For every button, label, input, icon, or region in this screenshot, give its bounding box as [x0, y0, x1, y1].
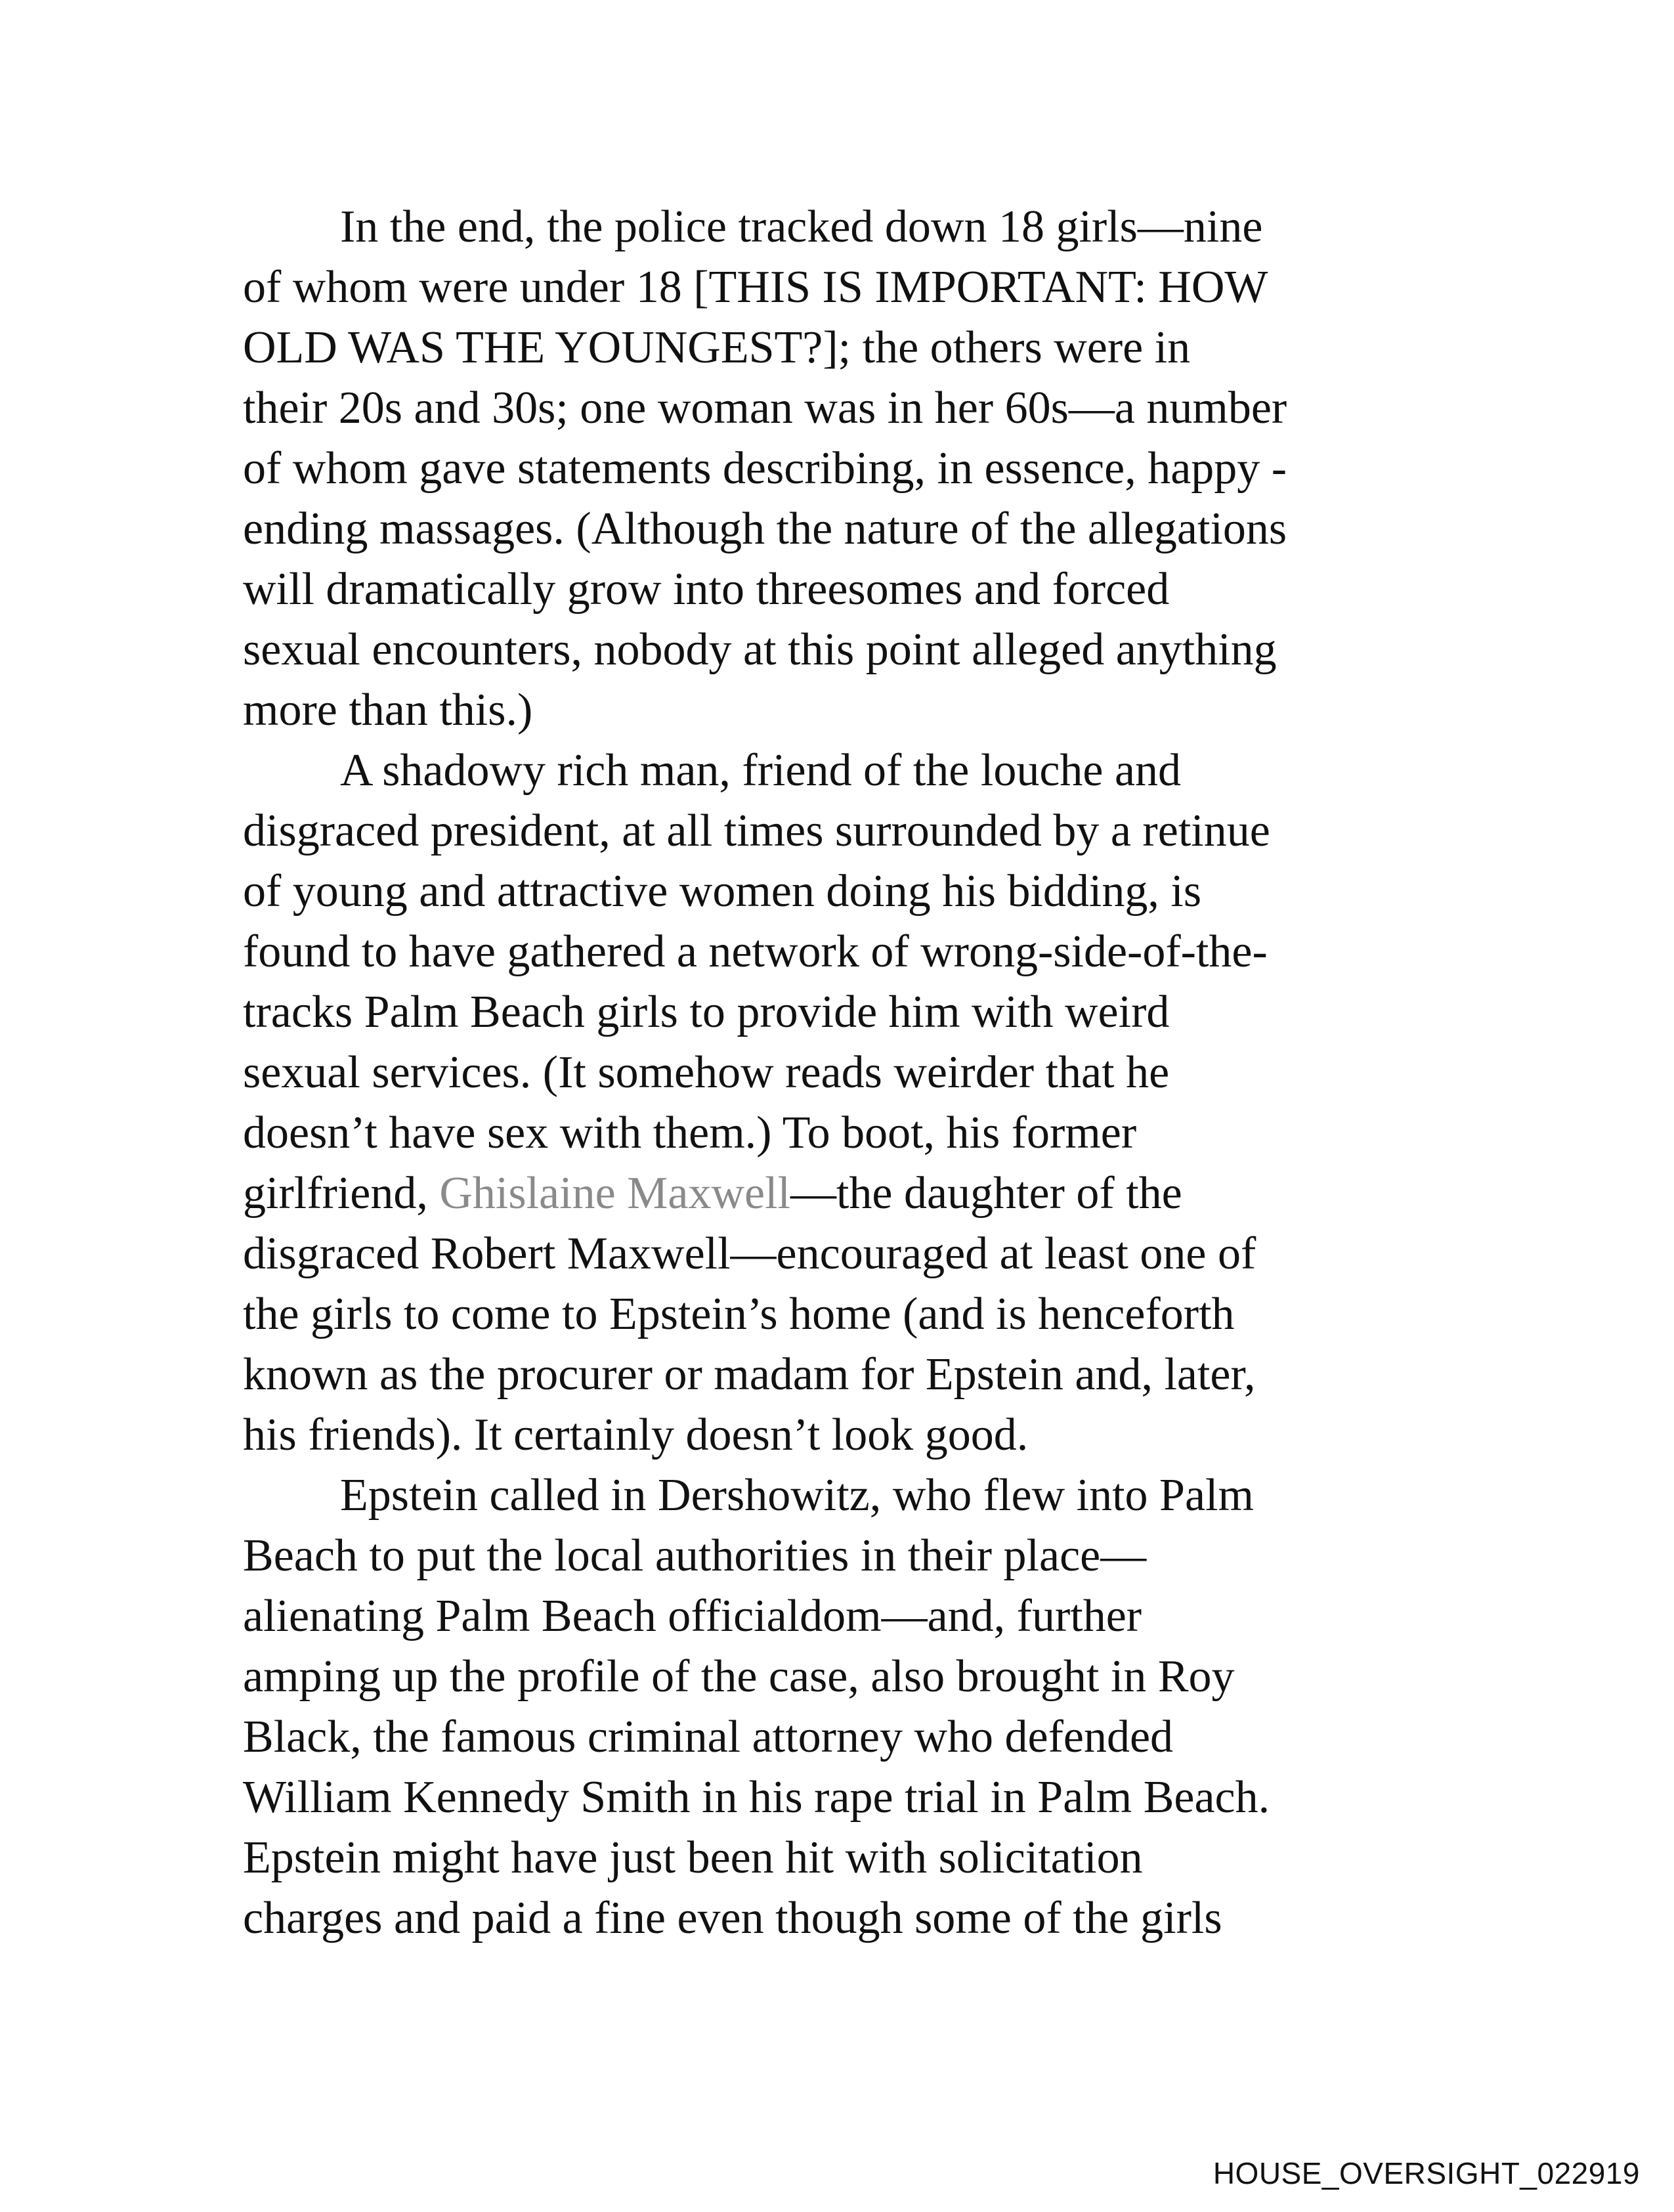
text-line: Black, the famous criminal attorney who defended [243, 1712, 1174, 1762]
text-line: tracks Palm Beach girls to provide him with weird [243, 987, 1170, 1037]
text-line: disgraced Robert Maxwell—encouraged at least one of [243, 1228, 1256, 1279]
text-line-with-link [243, 1163, 1431, 1224]
text-line: his friends). It certainly doesn’t look good. [243, 1410, 1029, 1460]
text-line: amping up the profile of the case, also brought in Roy [243, 1651, 1235, 1702]
text-line: Epstein called in Dershowitz, who flew into Palm [340, 1470, 1254, 1521]
text-line: found to have gathered a network of wrong-side-of-the- [243, 926, 1268, 977]
paragraph-1 [243, 197, 1431, 741]
text-line: the girls to come to Epstein’s home (and is henceforth [243, 1289, 1235, 1339]
text-line: A shadowy rich man, friend of the louche and [340, 745, 1182, 796]
text-line: OLD WAS THE YOUNGEST?]; the others were in [243, 322, 1191, 373]
document-body [243, 197, 1431, 1949]
text-line: of whom gave statements describing, in essence, happy - [243, 443, 1287, 494]
paragraph-2 [243, 741, 1431, 1465]
text-line: alienating Palm Beach officialdom—and, further [243, 1591, 1142, 1641]
text-line: Beach to put the local authorities in their place— [243, 1530, 1147, 1581]
text-line: charges and paid a fine even though some of the girls [243, 1893, 1222, 1943]
text-line: ending massages. (Although the nature of the allegations [243, 504, 1287, 554]
ghislaine-maxwell-link[interactable]: Ghislaine Maxwell [439, 1168, 790, 1219]
bates-number: HOUSE_OVERSIGHT_022919 [1213, 2156, 1640, 2190]
text-segment: girlfriend, [243, 1168, 440, 1219]
text-line: of young and attractive women doing his bidding, is [243, 866, 1202, 917]
text-line: known as the procurer or madam for Epstein and, later, [243, 1349, 1256, 1400]
text-line: of whom were under 18 [THIS IS IMPORTANT: HOW [243, 262, 1268, 313]
text-line: In the end, the police tracked down 18 girls—nine [340, 202, 1263, 252]
text-line: sexual services. (It somehow reads weirder that he [243, 1047, 1170, 1098]
text-line: their 20s and 30s; one woman was in her 60s—a number [243, 383, 1287, 433]
text-line: doesn’t have sex with them.) To boot, his former [243, 1108, 1137, 1158]
text-line: will dramatically grow into threesomes and forced [243, 564, 1170, 615]
text-line: William Kennedy Smith in his rape trial in Palm Beach. [243, 1772, 1270, 1823]
text-line: Epstein might have just been hit with solicitation [243, 1832, 1143, 1883]
text-line: more than this.) [243, 685, 533, 735]
text-segment: —the daughter of the [790, 1168, 1182, 1219]
text-line: sexual encounters, nobody at this point alleged anything [243, 624, 1277, 675]
text-line: disgraced president, at all times surrounded by a retinue [243, 806, 1270, 856]
paragraph-3 [243, 1465, 1431, 1949]
